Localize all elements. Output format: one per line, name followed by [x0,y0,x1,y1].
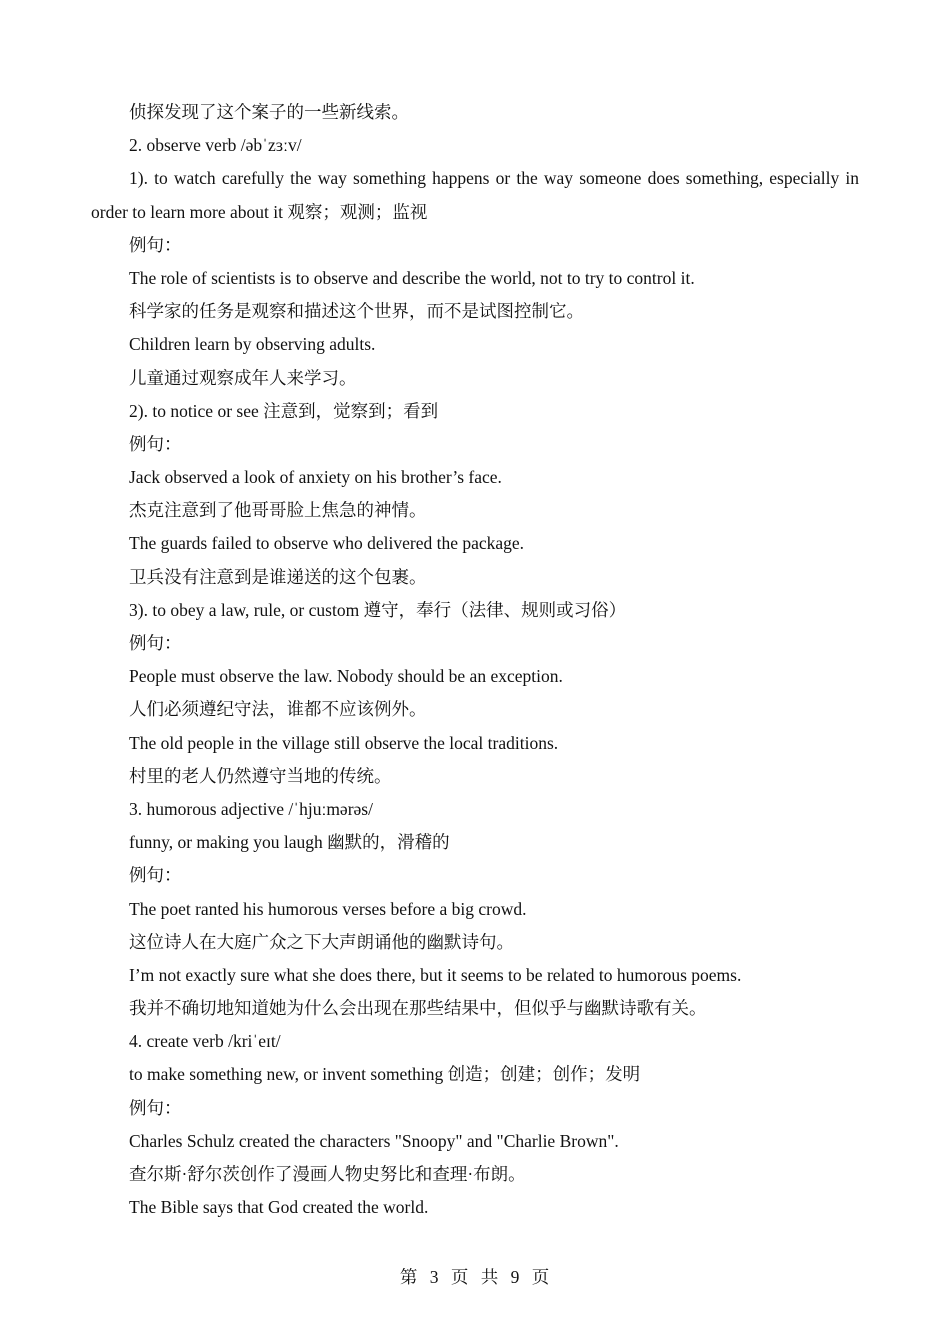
entry-heading-observe: 2. observe verb /əbˈzɜːv/ [129,135,302,156]
footer-page-word: 页 [450,1267,470,1287]
example-sentence: Charles Schulz created the characters "Snoopy" and "Charlie Brown". [129,1130,619,1151]
example-sentence: The poet ranted his humorous verses before a big crowd. [129,898,527,919]
example-translation: 查尔斯·舒尔茨创作了漫画人物史努比和查理·布朗。 [129,1164,526,1185]
example-label: 例句： [129,633,182,654]
example-sentence: Children learn by observing adults. [129,334,376,355]
page-content [91,96,859,1224]
entry-heading-humorous: 3. humorous adjective /ˈhjuːmərəs/ [129,798,373,819]
example-translation: 儿童通过观察成年人来学习。 [129,367,357,388]
example-translation: 村里的老人仍然遵守当地的传统。 [129,765,392,786]
example-sentence: Jack observed a look of anxiety on his brother’s face. [129,467,502,488]
example-translation: 人们必须遵纪守法，谁都不应该例外。 [129,699,427,720]
definition-line: to make something new, or invent something 创造；创建；创作；发明 [129,1064,641,1085]
entry-heading-create: 4. create verb /kriˈeɪt/ [129,1031,281,1052]
example-sentence: People must observe the law. Nobody should be an exception. [129,666,563,687]
definition-line: funny, or making you laugh 幽默的，滑稽的 [129,832,450,853]
example-translation: 卫兵没有注意到是谁递送的这个包裹。 [129,566,427,587]
example-label: 例句： [129,234,182,255]
example-sentence: The old people in the village still observe the local traditions. [129,732,559,753]
definition-paragraph: 1). to watch carefully the way something happens or the way someone does something, especially in order to learn more about it 观察；观测；监视 [91,168,859,222]
page-footer [0,1264,950,1289]
example-translation: 这位诗人在大庭广众之下大声朗诵他的幽默诗句。 [129,931,514,952]
text-line: 侦探发现了这个案子的一些新线索。 [129,102,409,122]
footer-prefix: 第 [399,1267,419,1287]
example-translation: 科学家的任务是观察和描述这个世界，而不是试图控制它。 [129,301,584,322]
example-label: 例句： [129,1097,182,1118]
example-sentence: The Bible says that God created the world. [129,1197,429,1218]
example-sentence: I’m not exactly sure what she does there, but it seems to be related to humorous poems. [129,964,742,985]
footer-suffix: 页 [531,1267,551,1287]
example-translation: 杰克注意到了他哥哥脸上焦急的神情。 [129,500,427,521]
example-sentence: The role of scientists is to observe and describe the world, not to try to control it. [129,267,695,288]
definition-line: 2). to notice or see 注意到，觉察到；看到 [129,400,439,421]
definition-line: 3). to obey a law, rule, or custom 遵守，奉行（法律、规则或习俗） [129,599,627,620]
example-label: 例句： [129,433,182,454]
total-page-count: 9 [510,1267,521,1287]
current-page-number: 3 [429,1267,440,1287]
footer-total-word: 共 [480,1267,500,1287]
example-sentence: The guards failed to observe who delivered the package. [129,533,525,554]
example-translation: 我并不确切地知道她为什么会出现在那些结果中，但似乎与幽默诗歌有关。 [129,998,707,1019]
example-label: 例句： [129,865,182,886]
